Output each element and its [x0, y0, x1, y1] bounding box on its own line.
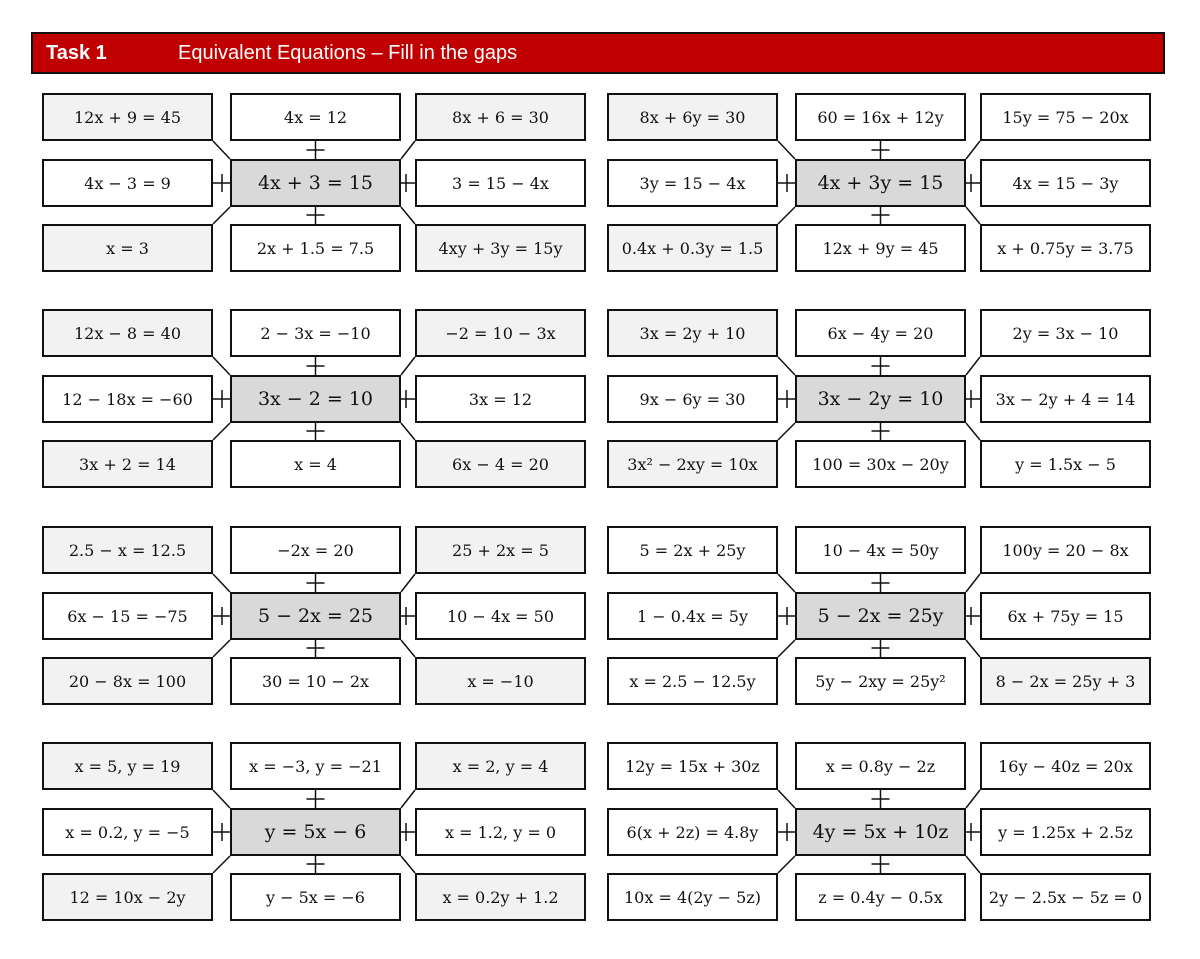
equation-box: 12 = 10x − 2y: [42, 873, 213, 921]
equation-box: x = 0.8y − 2z: [795, 742, 966, 790]
center-equation: y = 5x − 6: [230, 808, 401, 856]
equation-box: x = 2, y = 4: [415, 742, 586, 790]
equation-box: 4xy + 3y = 15y: [415, 224, 586, 272]
equation-box: 12y = 15x + 30z: [607, 742, 778, 790]
equation-box: 100 = 30x − 20y: [795, 440, 966, 488]
equation-box: 8x + 6y = 30: [607, 93, 778, 141]
equation-box: 3x + 2 = 14: [42, 440, 213, 488]
equation-box: 4x − 3 = 9: [42, 159, 213, 207]
equation-box: y − 5x = −6: [230, 873, 401, 921]
equation-box: 10 − 4x = 50: [415, 592, 586, 640]
equation-box: 0.4x + 0.3y = 1.5: [607, 224, 778, 272]
equation-box: 6x − 4y = 20: [795, 309, 966, 357]
equation-box: 3x² − 2xy = 10x: [607, 440, 778, 488]
equation-box: 6(x + 2z) = 4.8y: [607, 808, 778, 856]
center-equation: 5 − 2x = 25y: [795, 592, 966, 640]
equation-box: 5y − 2xy = 25y²: [795, 657, 966, 705]
equation-box: 3 = 15 − 4x: [415, 159, 586, 207]
equation-box: 16y − 40z = 20x: [980, 742, 1151, 790]
center-equation: 5 − 2x = 25: [230, 592, 401, 640]
equation-box: 60 = 16x + 12y: [795, 93, 966, 141]
equation-box: z = 0.4y − 0.5x: [795, 873, 966, 921]
center-equation: 4y = 5x + 10z: [795, 808, 966, 856]
center-equation: 4x + 3y = 15: [795, 159, 966, 207]
equation-box: 10x = 4(2y − 5z): [607, 873, 778, 921]
center-equation: 3x − 2y = 10: [795, 375, 966, 423]
equation-box: 2 − 3x = −10: [230, 309, 401, 357]
equation-box: x = 5, y = 19: [42, 742, 213, 790]
equation-box: 2x + 1.5 = 7.5: [230, 224, 401, 272]
equation-box: 2y = 3x − 10: [980, 309, 1151, 357]
equation-box: 30 = 10 − 2x: [230, 657, 401, 705]
equation-box: 6x − 4 = 20: [415, 440, 586, 488]
equation-box: 2y − 2.5x − 5z = 0: [980, 873, 1151, 921]
equation-box: 3x = 12: [415, 375, 586, 423]
equation-box: 6x − 15 = −75: [42, 592, 213, 640]
equation-box: x = 0.2, y = −5: [42, 808, 213, 856]
center-equation: 4x + 3 = 15: [230, 159, 401, 207]
task-title: Equivalent Equations – Fill in the gaps: [178, 42, 518, 64]
equation-box: 12x + 9y = 45: [795, 224, 966, 272]
equation-box: 9x − 6y = 30: [607, 375, 778, 423]
equation-box: x = −3, y = −21: [230, 742, 401, 790]
equation-box: 2.5 − x = 12.5: [42, 526, 213, 574]
equation-box: 25 + 2x = 5: [415, 526, 586, 574]
equation-box: 12 − 18x = −60: [42, 375, 213, 423]
equation-box: 12x + 9 = 45: [42, 93, 213, 141]
equation-box: 8x + 6 = 30: [415, 93, 586, 141]
equation-box: x = 0.2y + 1.2: [415, 873, 586, 921]
equation-box: y = 1.25x + 2.5z: [980, 808, 1151, 856]
equation-box: x = 3: [42, 224, 213, 272]
equation-box: −2 = 10 − 3x: [415, 309, 586, 357]
equation-box: y = 1.5x − 5: [980, 440, 1151, 488]
equation-box: 5 = 2x + 25y: [607, 526, 778, 574]
equation-box: x = 1.2, y = 0: [415, 808, 586, 856]
equation-box: x = −10: [415, 657, 586, 705]
equation-box: 20 − 8x = 100: [42, 657, 213, 705]
equation-box: 15y = 75 − 20x: [980, 93, 1151, 141]
equation-box: 3x = 2y + 10: [607, 309, 778, 357]
equation-box: 3x − 2y + 4 = 14: [980, 375, 1151, 423]
equation-box: x = 2.5 − 12.5y: [607, 657, 778, 705]
equation-box: 12x − 8 = 40: [42, 309, 213, 357]
equation-box: 6x + 75y = 15: [980, 592, 1151, 640]
equation-box: 4x = 15 − 3y: [980, 159, 1151, 207]
task-label: Task 1: [46, 42, 107, 64]
equation-box: 10 − 4x = 50y: [795, 526, 966, 574]
equation-box: 4x = 12: [230, 93, 401, 141]
equation-box: 3y = 15 − 4x: [607, 159, 778, 207]
equation-box: x = 4: [230, 440, 401, 488]
equation-box: −2x = 20: [230, 526, 401, 574]
equation-box: 8 − 2x = 25y + 3: [980, 657, 1151, 705]
equation-box: 100y = 20 − 8x: [980, 526, 1151, 574]
equation-box: 1 − 0.4x = 5y: [607, 592, 778, 640]
center-equation: 3x − 2 = 10: [230, 375, 401, 423]
equation-box: x + 0.75y = 3.75: [980, 224, 1151, 272]
